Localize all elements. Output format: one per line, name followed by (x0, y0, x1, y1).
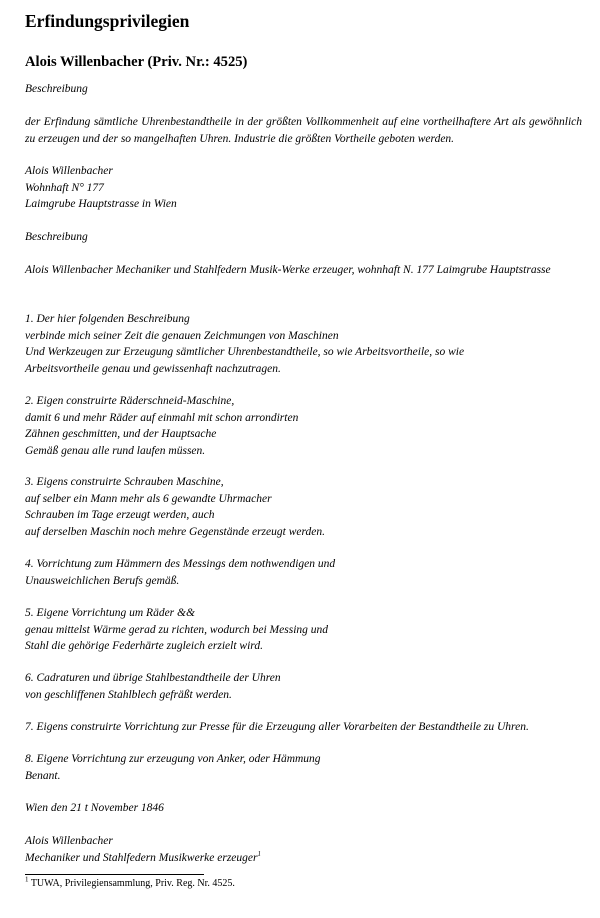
list-item: 2. Eigen construirte Räderschneid-Maschine, damit 6 und mehr Räder auf einmahl mit schon arrondirten Zähnen geschmitten, und der Hauptsache Gemäß genau alle rund laufen müssen. (25, 395, 299, 457)
footnote-text: TUWA, Privilegiensammlung, Priv. Reg. Nr. 4525. (30, 878, 235, 889)
footnote-reference[interactable]: 1 (257, 849, 261, 858)
section-label: Beschreibung (25, 83, 88, 95)
footnote-divider (25, 874, 204, 875)
list-item: 5. Eigene Vorrichtung um Räder && genau mittelst Wärme gerad zu richten, wodurch bei Messing und Stahl die gehörige Federhärte zugleich erzielt wird. (25, 607, 329, 653)
section-label-2: Beschreibung (25, 231, 88, 243)
document-heading: Erfindungsprivilegien (25, 11, 190, 31)
list-item: 3. Eigens construirte Schrauben Maschine, auf selber ein Mann mehr als 6 gewandte Uhrmacher Schrauben im Tage erzeugt werden, auch auf derselben Maschin noch mehre Gegenstände erzeugt werden. (25, 476, 325, 538)
list-item: 8. Eigene Vorrichtung zur erzeugung von Anker, oder Hämmung Benant. (25, 753, 321, 782)
footnote-number: 1 (25, 875, 29, 884)
address-block: Alois Willenbacher Wohnhaft N° 177 Laimgrube Hauptstrasse in Wien (25, 165, 177, 211)
privilege-title: Alois Willenbacher (Priv. Nr.: 4525) (25, 54, 248, 70)
list-item: 4. Vorrichtung zum Hämmern des Messings dem nothwendigen und Unausweichlichen Berufs gemäß. (25, 558, 336, 587)
list-item: 1. Der hier folgenden Beschreibung verbinde mich seiner Zeit die genauen Zeichmungen von Maschinen Und Werkzeugen zur Erzeugung sämtlicher Uhrenbestandtheile, so wie Arbeitsvortheile, so wie Arbeitsvortheile genau und gewissenhaft nachzutragen. (25, 313, 465, 375)
applicant-paragraph: Alois Willenbacher Mechaniker und Stahlfedern Musik-Werke erzeuger, wohnhaft N. 177 Laimgrube Hauptstrasse (25, 264, 551, 276)
date-line: Wien den 21 t November 1846 (25, 802, 164, 814)
list-item: 7. Eigens construirte Vorrichtung zur Presse für die Erzeugung aller Vorarbeiten der Bestandtheile zu Uhren. (25, 721, 529, 733)
signature-title: Mechaniker und Stahlfedern Musikwerke erzeuger (25, 851, 258, 864)
signature-block: Alois Willenbacher Mechaniker und Stahlfedern Musikwerke erzeuger$^1$ (25, 835, 261, 864)
list-item: 6. Cadraturen und übrige Stahlbestandtheile der Uhren von geschliffenen Stahlblech gefräßt werden. (25, 672, 281, 701)
intro-paragraph: der Erfindung sämtliche Uhrenbestandtheile in der größten Vollkommenheit auf eine vortheilhaftere Art als gewöhnlich zu erzeugen und der so mangelhaften Uhren. Industrie die größten Vortheile geboten werden. (25, 116, 582, 145)
footnote (25, 875, 235, 889)
